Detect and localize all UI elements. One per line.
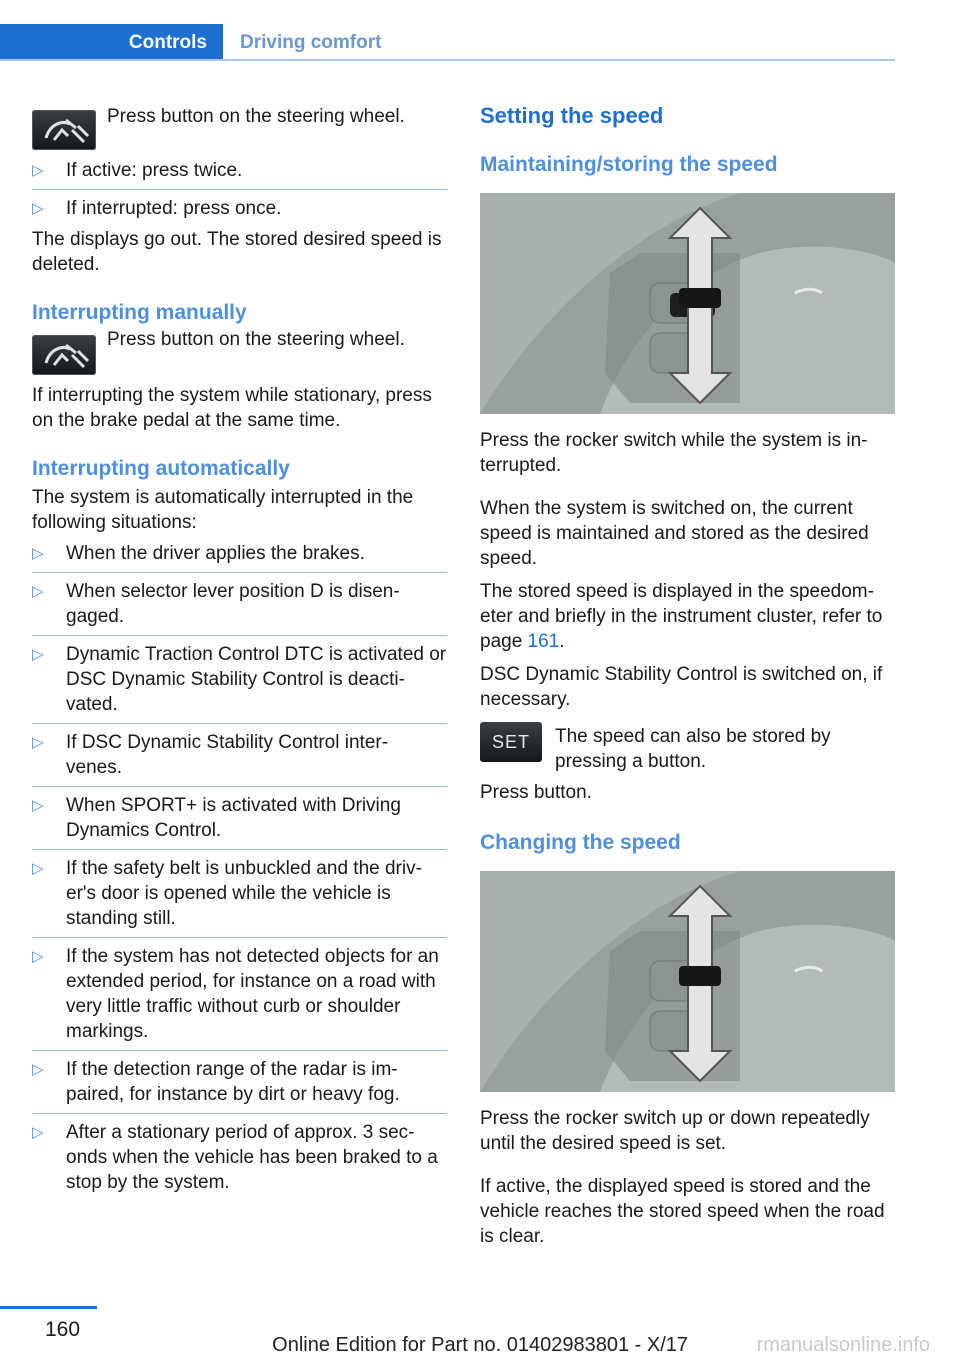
section-heading: Setting the speed — [480, 103, 664, 128]
set-button-instruction — [480, 714, 895, 776]
page-number: 160 — [45, 1318, 81, 1341]
list-item: ▷ When SPORT+ is activated with Driving Dynamics Control. — [32, 793, 447, 850]
steering-wheel-rocker-photo — [480, 193, 895, 414]
list-item: ▷ When selector lever position D is disen‐ gaged. — [32, 579, 447, 636]
subsection-heading: Changing the speed — [480, 831, 681, 854]
header-divider — [0, 59, 895, 61]
section-heading: Interrupting manually — [32, 301, 247, 324]
paragraph: DSC Dynamic Stability Control is switched on, if necessary. — [480, 664, 883, 710]
list-item: ▷ When the driver applies the brakes. — [32, 541, 447, 573]
triangle-bullet-icon: ▷ — [32, 860, 44, 877]
press-button-text: Press button on the steering wheel. — [107, 329, 405, 350]
right-column — [480, 100, 895, 1249]
left-column — [32, 100, 447, 1207]
triangle-bullet-icon: ▷ — [32, 734, 44, 751]
list-item: ▷ If DSC Dynamic Stability Control inter‐ venes. — [32, 730, 447, 787]
paragraph: If interrupting the system while stationary, press on the brake pedal at the same time. — [32, 385, 432, 431]
triangle-bullet-icon: ▷ — [32, 1124, 44, 1141]
page-reference-link[interactable]: 161 — [527, 631, 560, 652]
list-item: ▷ If active: press twice. — [32, 158, 447, 190]
interruption-situations-list — [32, 541, 447, 1201]
tab-driving-comfort[interactable]: Driving comfort — [240, 32, 382, 53]
press-button-text: Press button on the steering wheel. — [107, 106, 405, 127]
set-text: The speed can also be stored by pressing a button. — [555, 726, 831, 772]
reactivate-list — [32, 158, 447, 223]
button-instruction — [32, 100, 447, 144]
triangle-bullet-icon: ▷ — [32, 200, 44, 217]
button-instruction — [32, 327, 447, 371]
list-item: ▷ If the detection range of the radar is im‐ paired, for instance by dirt or heavy fog. — [32, 1057, 447, 1114]
triangle-bullet-icon: ▷ — [32, 162, 44, 179]
triangle-bullet-icon: ▷ — [32, 948, 44, 965]
paragraph: The system is automatically interrupted in the following situations: — [32, 487, 414, 533]
triangle-bullet-icon: ▷ — [32, 545, 44, 562]
list-item: ▷ After a stationary period of approx. 3 sec‐ onds when the vehicle has been braked to a stop by the system. — [32, 1122, 438, 1193]
list-item: ▷ If the safety belt is unbuckled and the driv‐ er's door is opened while the vehicle is standing still. — [32, 856, 447, 938]
triangle-bullet-icon: ▷ — [32, 1061, 44, 1078]
paragraph: If active, the displayed speed is stored and the vehicle reaches the stored speed when the road is clear. — [480, 1176, 885, 1247]
paragraph: Press the rocker switch while the system is in‐ terrupted. — [480, 430, 868, 476]
paragraph: The stored speed is displayed in the speedom‐ eter and briefly in the instrument cluster, refer to page 161. — [480, 581, 883, 652]
triangle-bullet-icon: ▷ — [32, 646, 44, 663]
section-heading: Interrupting automatically — [32, 457, 290, 480]
subsection-heading: Maintaining/storing the speed — [480, 153, 778, 176]
paragraph: Press button. — [480, 782, 592, 803]
edition-text: Online Edition for Part no. 01402983801 - X/17 — [272, 1334, 688, 1356]
list-item: ▷ If the system has not detected objects for an extended period, for instance on a road with very little traffic without curb or shoulder markings. — [32, 944, 447, 1051]
triangle-bullet-icon: ▷ — [32, 797, 44, 814]
watermark: rmanualsonline.info — [756, 1334, 930, 1356]
list-item: ▷ Dynamic Traction Control DTC is activated or DSC Dynamic Stability Control is deacti‐ vated. — [32, 642, 447, 724]
cruise-control-button-icon — [32, 110, 96, 150]
chapter-header — [0, 24, 895, 62]
paragraph: Press the rocker switch up or down repeatedly until the desired speed is set. — [480, 1108, 870, 1154]
cruise-control-button-icon — [32, 335, 96, 375]
paragraph: The displays go out. The stored desired speed is deleted. — [32, 229, 442, 275]
list-item: ▷ If interrupted: press once. — [32, 198, 282, 219]
set-button-icon: SET — [480, 722, 542, 762]
tab-controls[interactable]: Controls — [0, 24, 223, 61]
footer-rule — [0, 1306, 97, 1309]
steering-wheel-rocker-photo — [480, 871, 895, 1092]
paragraph: When the system is switched on, the current speed is maintained and stored as the desired speed. — [480, 498, 869, 569]
triangle-bullet-icon: ▷ — [32, 583, 44, 600]
